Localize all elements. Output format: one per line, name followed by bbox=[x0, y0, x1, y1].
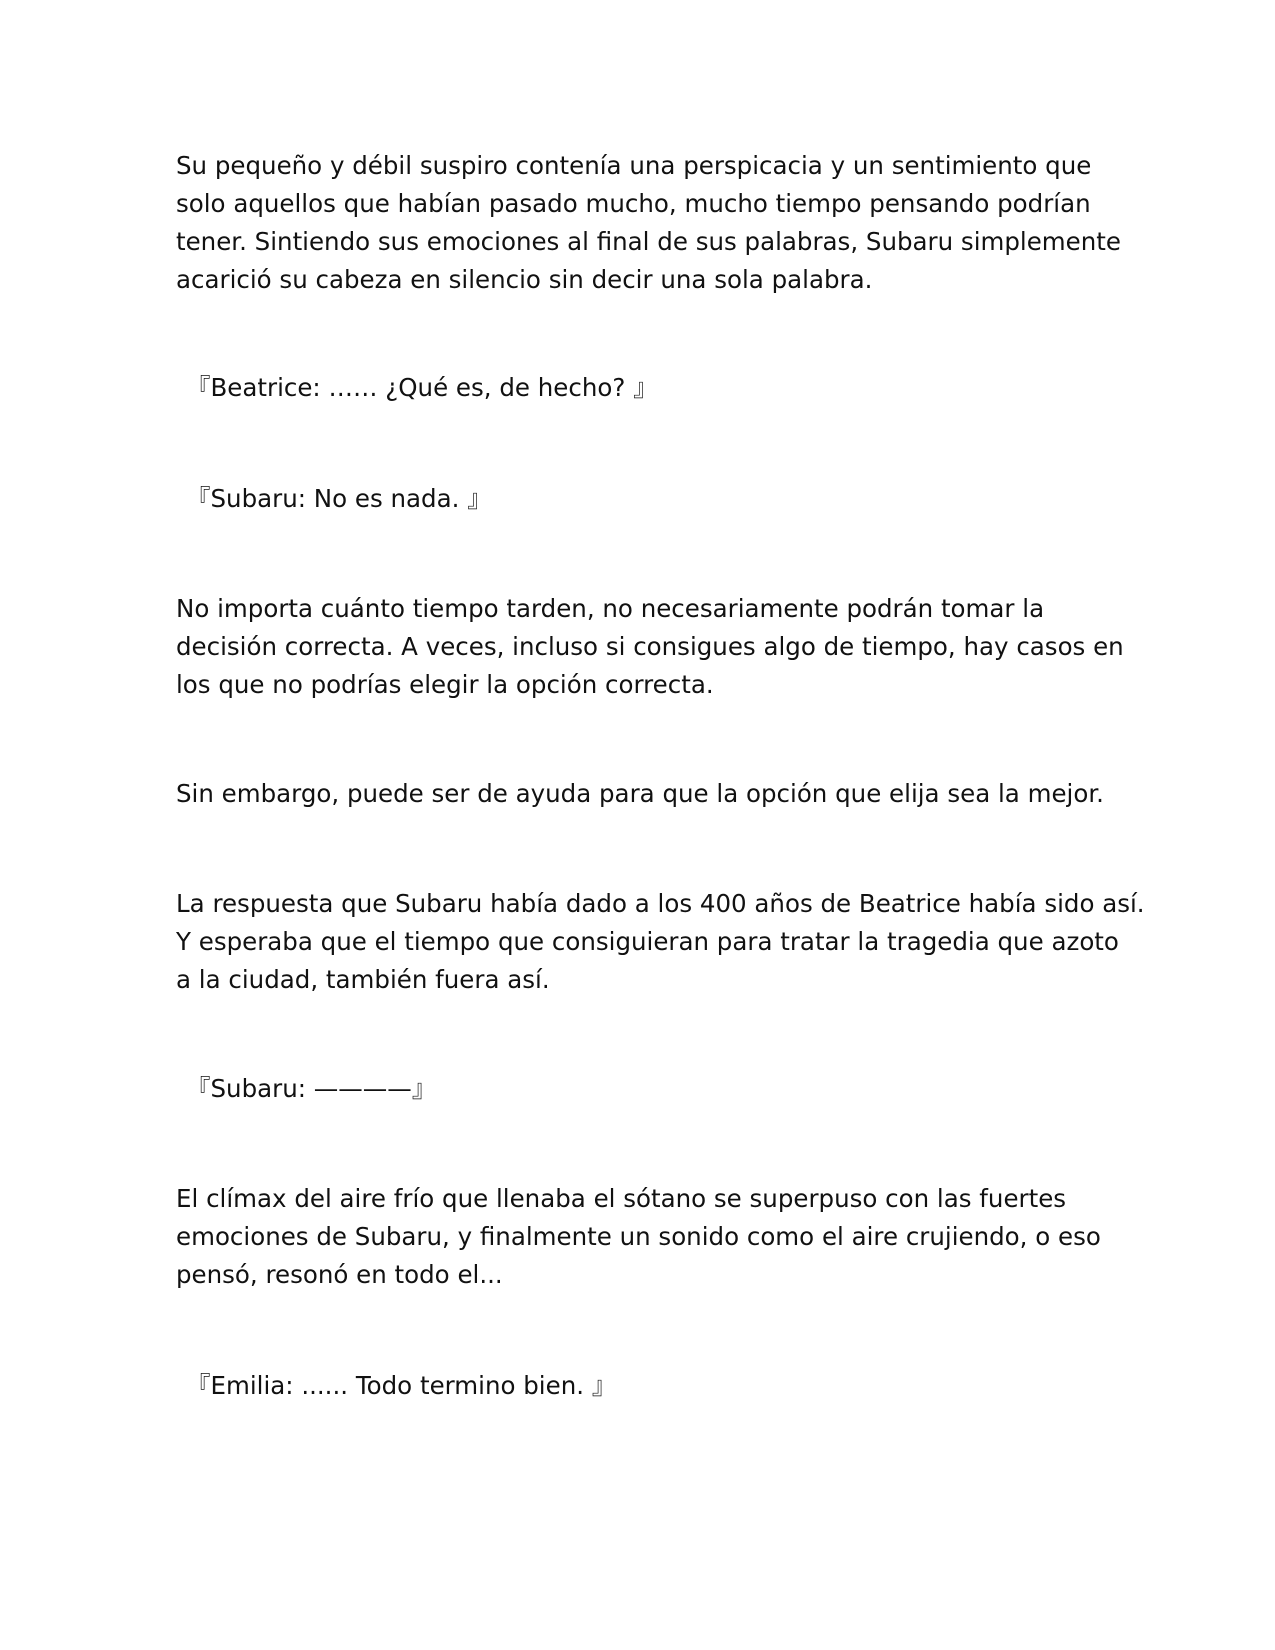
paragraph-1 bbox=[176, 147, 1121, 299]
text-line: emociones de Subaru, y finalmente un sonido como el aire crujiendo, o eso bbox=[176, 1222, 1101, 1251]
dialogue-subaru-1 bbox=[186, 480, 1126, 518]
text-line: 『Subaru: No es nada. 』 bbox=[186, 484, 492, 513]
paragraph-2 bbox=[176, 590, 1124, 704]
text-line: 『Beatrice: …… ¿Qué es, de hecho? 』 bbox=[186, 373, 658, 402]
paragraph-3 bbox=[176, 775, 1116, 813]
text-line: No importa cuánto tiempo tarden, no necesariamente podrán tomar la bbox=[176, 594, 1045, 623]
text-line: El clímax del aire frío que llenaba el sótano se superpuso con las fuertes bbox=[176, 1184, 1067, 1213]
text-line: Su pequeño y débil suspiro contenía una perspicacia y un sentimiento que bbox=[176, 151, 1092, 180]
text-line: La respuesta que Subaru había dado a los 400 años de Beatrice había sido así. bbox=[176, 889, 1145, 918]
text-line: 『Emilia: ...... Todo termino bien. 』 bbox=[186, 1371, 617, 1400]
text-line: pensó, resonó en todo el... bbox=[176, 1260, 503, 1289]
dialogue-emilia bbox=[186, 1367, 1126, 1405]
paragraph-4 bbox=[176, 885, 1145, 999]
dialogue-beatrice bbox=[186, 369, 1126, 407]
text-line: los que no podrías elegir la opción correcta. bbox=[176, 670, 714, 699]
dialogue-subaru-2 bbox=[186, 1070, 1126, 1108]
text-line: a la ciudad, también fuera así. bbox=[176, 965, 550, 994]
text-line: decisión correcta. A veces, incluso si consigues algo de tiempo, hay casos en bbox=[176, 632, 1124, 661]
paragraph-5 bbox=[176, 1180, 1116, 1294]
text-line: acarició su cabeza en silencio sin decir una sola palabra. bbox=[176, 265, 873, 294]
text-line: Sin embargo, puede ser de ayuda para que la opción que elija sea la mejor. bbox=[176, 779, 1104, 808]
text-line: tener. Sintiendo sus emociones al final de sus palabras, Subaru simplemente bbox=[176, 227, 1121, 256]
text-line: solo aquellos que habían pasado mucho, mucho tiempo pensando podrían bbox=[176, 189, 1091, 218]
text-line: Y esperaba que el tiempo que consiguieran para tratar la tragedia que azoto bbox=[176, 927, 1119, 956]
text-line: 『Subaru: ————』 bbox=[186, 1074, 437, 1103]
